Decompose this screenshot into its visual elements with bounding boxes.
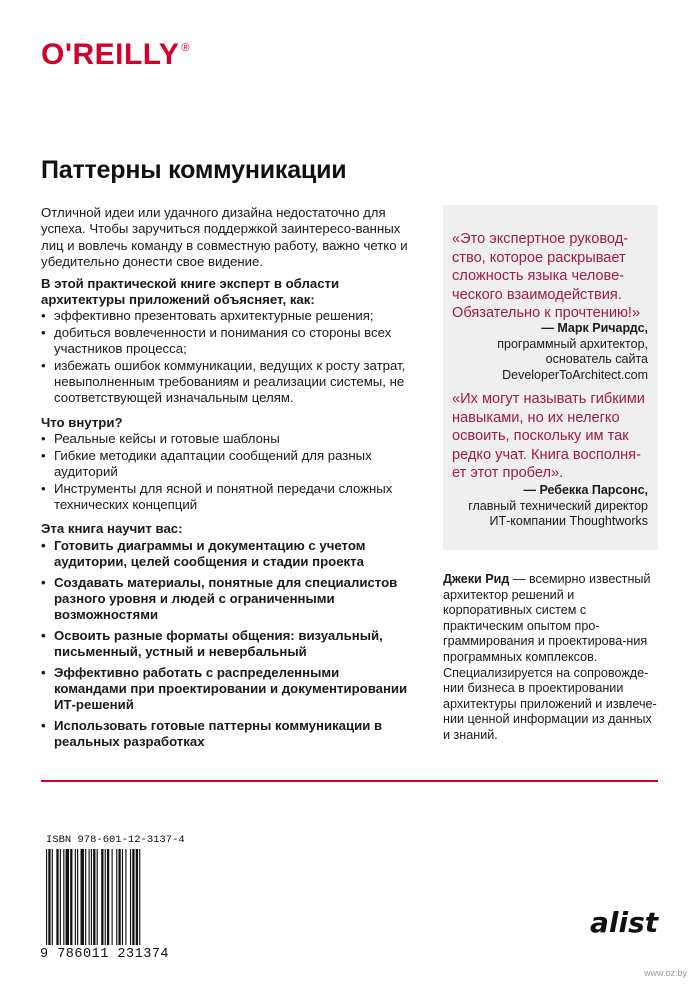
quote-attribution [443, 483, 648, 530]
teach-heading: Эта книга научит вас: [41, 521, 183, 537]
barcode-bar [101, 849, 103, 945]
barcode-bar [125, 849, 126, 945]
inside-heading: Что внутри? [41, 414, 123, 430]
barcode-bar [89, 849, 90, 945]
quote-author-role: ИТ-компании Thoughtworks [489, 514, 648, 528]
barcode-digits: 9 786011 231374 [40, 947, 170, 962]
author-bio-text: — всемирно известный архитектор решений и корпоративных систем с практическим опытом про-граммирования и проектирова-ния программных комплексов. Специализируется на сопровожде-нии бизнеса в проектировании архитектуры приложений и извлече-нии ценной информации из данных и знаний. [443, 572, 657, 742]
author-name: Джеки Рид [443, 572, 510, 586]
barcode-bar [60, 849, 61, 945]
publisher-logo-text: alist [590, 906, 659, 939]
barcode [46, 849, 171, 945]
list-item: • эффективно презентовать архитектурные решения; [41, 308, 411, 324]
watermark: www.oz.by [644, 968, 688, 978]
alist-publisher-logo [588, 900, 660, 942]
barcode-bar [105, 849, 106, 945]
quote-text: «Это экспертное руковод-ство, которое раскрывает сложность языка челове-ческого взаимодействия. Обязательно к прочтению!» [452, 231, 641, 322]
list-item: • Гибкие методики адаптации сообщений для разных аудиторий [41, 448, 411, 481]
barcode-bar [112, 849, 113, 945]
barcode-bar [75, 849, 76, 945]
barcode-bar [116, 849, 117, 945]
list-item: • Готовить диаграммы и документацию с учетом аудитории, целей сообщения и стадии проекта [41, 538, 411, 571]
list-item: • Создавать материалы, понятные для специалистов разного уровня и людей с ограниченными возможностями [41, 575, 411, 624]
list-item: • Освоить разные форматы общения: визуальный, письменный, устный и невербальный [41, 628, 411, 661]
list-item: • Использовать готовые паттерны коммуникации в реальных разработках [41, 718, 411, 751]
list-item: • Реальные кейсы и готовые шаблоны [41, 431, 411, 447]
list-item: • Инструменты для ясной и понятной передачи сложных технических концепций [41, 481, 411, 514]
barcode-bar [93, 849, 95, 945]
barcode-bar [118, 849, 120, 945]
barcode-bar [77, 849, 78, 945]
barcode-bar [130, 849, 131, 945]
barcode-bar [48, 849, 50, 945]
isbn-label: ISBN 978-601-12-3137-4 [46, 834, 185, 846]
barcode-bar [52, 849, 53, 945]
barcode-bar [122, 849, 123, 945]
barcode-bar [97, 849, 98, 945]
author-bio [443, 572, 658, 744]
quote-author-site: DeveloperToArchitect.com [502, 367, 648, 382]
barcode-bar [85, 849, 86, 945]
list-item: • Эффективно работать с распределенными командами при проектировании и документировании ИТ-решений [41, 665, 411, 714]
quote-text: «Их могут называть гибкими навыками, но их нелегко освоить, поскольку им так редко учат. Книга восполня-ет этот пробел». [452, 391, 645, 482]
barcode-bar [66, 849, 69, 945]
barcode-bar [91, 849, 92, 945]
quote-author: — Марк Ричардс, [541, 321, 648, 335]
book-title: Паттерны коммуникации [41, 156, 347, 184]
oreilly-logo: O'REILLY ® [41, 38, 190, 71]
quote-author-role: программный архитектор, [497, 336, 648, 351]
intro-paragraph: Отличной идеи или удачного дизайна недостаточно для успеха. Чтобы заручиться поддержкой заинтересо-ванных лиц и вовлечь команду в совместную работу, важно четко и убедительно донести свое видение. [41, 205, 408, 270]
practical-heading: В этой практической книге эксперт в области архитектуры приложений объясняет, как: [41, 275, 340, 308]
list-item: • избежать ошибок коммуникации, ведущих к росту затрат, невыполненным требованиям и реализации системы, не соответствующей изначальным целям. [41, 358, 411, 407]
barcode-bar [81, 849, 84, 945]
inside-list [41, 431, 411, 513]
barcode-bar [46, 849, 47, 945]
barcode-bar [136, 849, 138, 945]
teach-list [41, 538, 411, 751]
practical-list [41, 308, 411, 406]
barcode-bar [63, 849, 64, 945]
barcode-bar [107, 849, 109, 945]
barcode-bar [139, 849, 140, 945]
quote-author: — Ребекка Парсонс, [523, 483, 648, 497]
quote-author-role: главный технический директор [468, 498, 648, 513]
description-column [41, 205, 411, 759]
barcode-bar [132, 849, 134, 945]
list-item: • добиться вовлеченности и понимания со стороны всех участников процесса; [41, 325, 411, 358]
quote-author-role: основатель сайта [545, 352, 648, 366]
divider [41, 780, 658, 782]
barcode-bar [70, 849, 72, 945]
barcode-bar [56, 849, 58, 945]
quote-attribution [443, 321, 648, 383]
